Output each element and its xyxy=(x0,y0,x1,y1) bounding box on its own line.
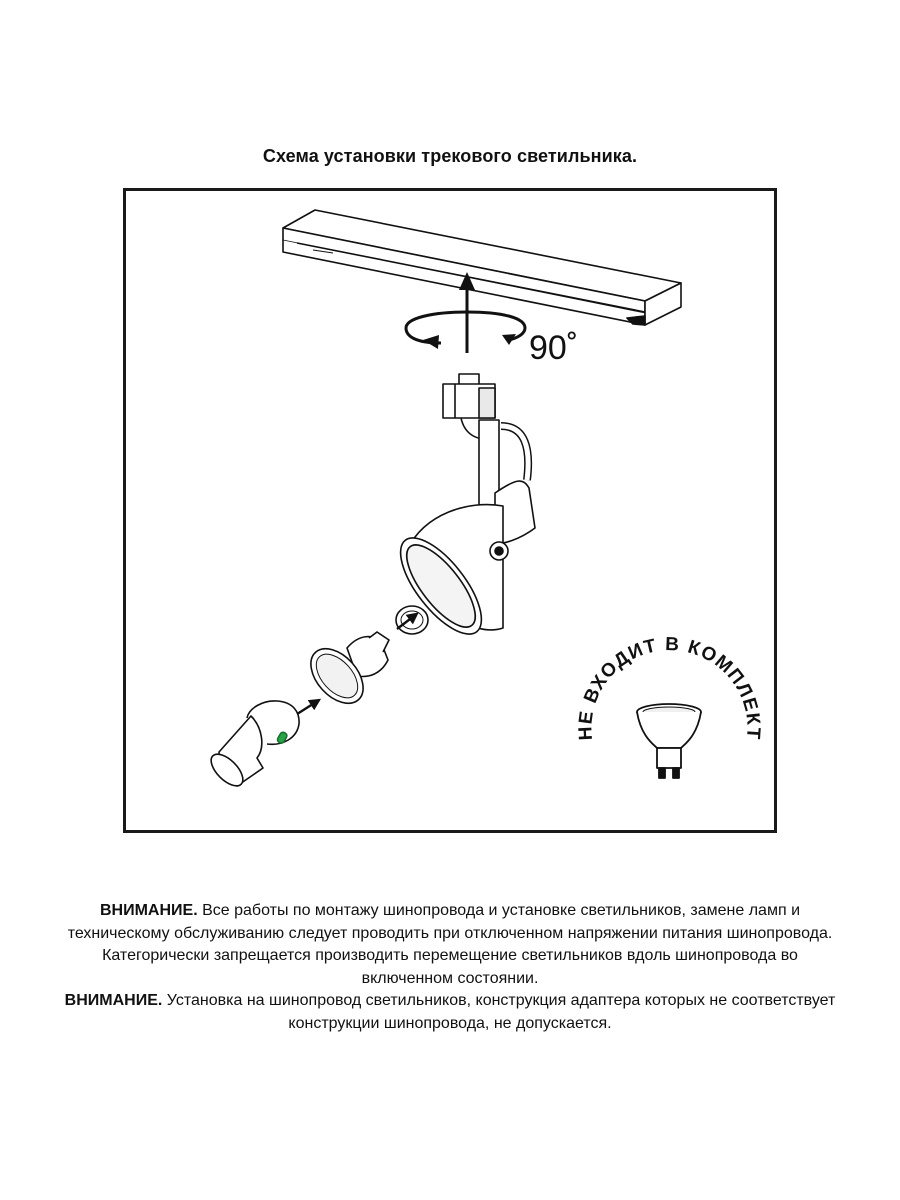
warning-text-3: Установка на шинопровод светильников, конструкция адаптера которых не соответствует конструкции шинопровода, не допускается. xyxy=(162,992,836,1032)
warning-notice xyxy=(60,900,840,1035)
track-adapter xyxy=(443,374,495,418)
warning-text-2: Категорически запрещается производить перемещение светильников вдоль шинопровода во включенном состоянии. xyxy=(102,947,798,987)
installation-diagram xyxy=(123,188,777,833)
lamp-socket xyxy=(206,701,299,791)
warning-label-2: ВНИМАНИЕ. xyxy=(64,992,163,1009)
rotation-angle-label: 90˚ xyxy=(529,329,579,367)
retaining-ring xyxy=(396,606,428,634)
not-included-badge xyxy=(575,634,763,828)
warning-text-1: Все работы по монтажу шинопровода и установке светильников, замене ламп и техническому обслуживанию следует проводить при отключенном напряжении питания шинопровода. xyxy=(67,902,833,942)
gu10-bulb xyxy=(301,632,389,713)
track-rail xyxy=(283,210,681,325)
warning-paragraph-3 xyxy=(60,990,840,1035)
warning-paragraph-2 xyxy=(60,945,840,990)
badge-text: НЕ ВХОДИТ В КОМПЛЕКТ xyxy=(575,634,764,742)
warning-label: ВНИМАНИЕ. xyxy=(99,902,198,919)
page-title: Схема установки трекового светильника. xyxy=(262,146,638,166)
warning-paragraph-1 xyxy=(60,900,840,945)
